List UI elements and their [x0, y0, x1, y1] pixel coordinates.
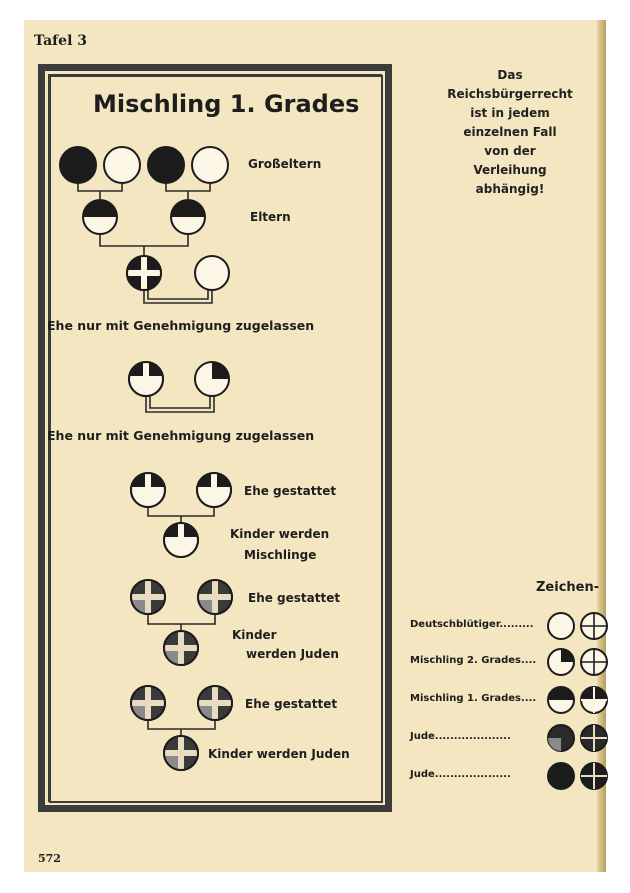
plate-label: Tafel 3: [34, 33, 88, 49]
mischling-half-cross-icon: [131, 473, 165, 507]
connector-marriage-2: [146, 396, 214, 412]
connector-marriage-1-inner: [148, 290, 208, 299]
case-2-marriage: Ehe gestattet: [248, 591, 341, 605]
three-quarter-black-circle-icon: [548, 725, 574, 751]
legend-heading: Zeichen-: [536, 580, 600, 595]
grandparent-german-icon: [104, 147, 140, 183]
jude-hatched-cross-icon: [164, 736, 198, 770]
mischling-cross-icon: [127, 256, 161, 290]
legend-label-jude-2: Jude....................: [410, 769, 511, 780]
jude-hatched-cross-icon: [131, 580, 165, 614]
label-grandparents: Großeltern: [248, 157, 322, 171]
white-circle-icon: [548, 613, 574, 639]
parent-half-icon: [83, 200, 117, 234]
note-line: Verleihung: [473, 163, 547, 177]
case-3-children: Kinder werden Juden: [208, 747, 350, 761]
connector-grandparents-left: [78, 183, 122, 191]
case-2-children-line2: werden Juden: [246, 647, 339, 661]
note-line: Reichsbürgerrecht: [447, 87, 573, 101]
connector-case-3: [148, 720, 215, 729]
grandparent-jewish-icon: [60, 147, 96, 183]
jude-hatched-cross-icon: [198, 580, 232, 614]
jude-hatched-cross-icon: [131, 686, 165, 720]
quarter-black-circle-icon: [548, 649, 574, 675]
parent-half-icon: [171, 200, 205, 234]
mischling-quarter-icon: [195, 362, 229, 396]
dark-cross-circle-icon: [581, 725, 607, 751]
quarter-cross-circle-icon: [581, 649, 607, 675]
caption-marriage-approval-1: Ehe nur mit Genehmigung zugelassen: [47, 318, 315, 333]
connector-marriage-2-inner: [150, 396, 210, 408]
case-3-marriage: Ehe gestattet: [245, 697, 338, 711]
label-parents: Eltern: [250, 210, 291, 224]
legend-label-jude-1: Jude....................: [410, 731, 511, 742]
black-circle-icon: [548, 763, 574, 789]
page-number: 572: [38, 852, 61, 865]
connector-parents: [100, 234, 188, 246]
grandparent-jewish-icon: [148, 147, 184, 183]
case-1-children-line2: Mischlinge: [244, 548, 317, 562]
half-black-circle-icon: [548, 687, 574, 713]
partner-german-icon: [195, 256, 229, 290]
jude-hatched-cross-icon: [164, 631, 198, 665]
jude-hatched-cross-icon: [198, 686, 232, 720]
note-line: Das: [497, 68, 523, 82]
caption-marriage-approval-2: Ehe nur mit Genehmigung zugelassen: [47, 428, 315, 443]
connector-grandparents-right: [166, 183, 210, 191]
white-cross-circle-icon: [581, 613, 607, 639]
citizenship-note: [440, 66, 580, 199]
note-line: von der: [484, 144, 536, 158]
case-1-children-line1: Kinder werden: [230, 527, 330, 541]
legend-label-mischling-1: Mischling 1. Grades....: [410, 693, 537, 704]
connector-case-2: [148, 614, 215, 624]
case-1-marriage: Ehe gestattet: [244, 484, 337, 498]
legend-label-deutschbluetiger: Deutschblütiger.........: [410, 619, 534, 630]
mischling-half-cross-icon: [129, 362, 163, 396]
chart-title: Mischling 1. Grades: [93, 90, 360, 118]
legend-label-mischling-2: Mischling 2. Grades....: [410, 655, 537, 666]
connector-marriage-1: [144, 290, 212, 303]
connector-case-1: [148, 507, 214, 516]
grandparent-german-icon: [192, 147, 228, 183]
mischling-half-cross-icon: [164, 523, 198, 557]
half-cross-circle-icon: [581, 687, 607, 713]
note-line: einzelnen Fall: [463, 125, 557, 139]
black-cross-circle-icon: [581, 763, 607, 789]
mischling-half-cross-icon: [197, 473, 231, 507]
case-2-children-line1: Kinder: [232, 628, 277, 642]
note-line: abhängig!: [475, 182, 545, 196]
note-line: ist in jedem: [470, 106, 550, 120]
